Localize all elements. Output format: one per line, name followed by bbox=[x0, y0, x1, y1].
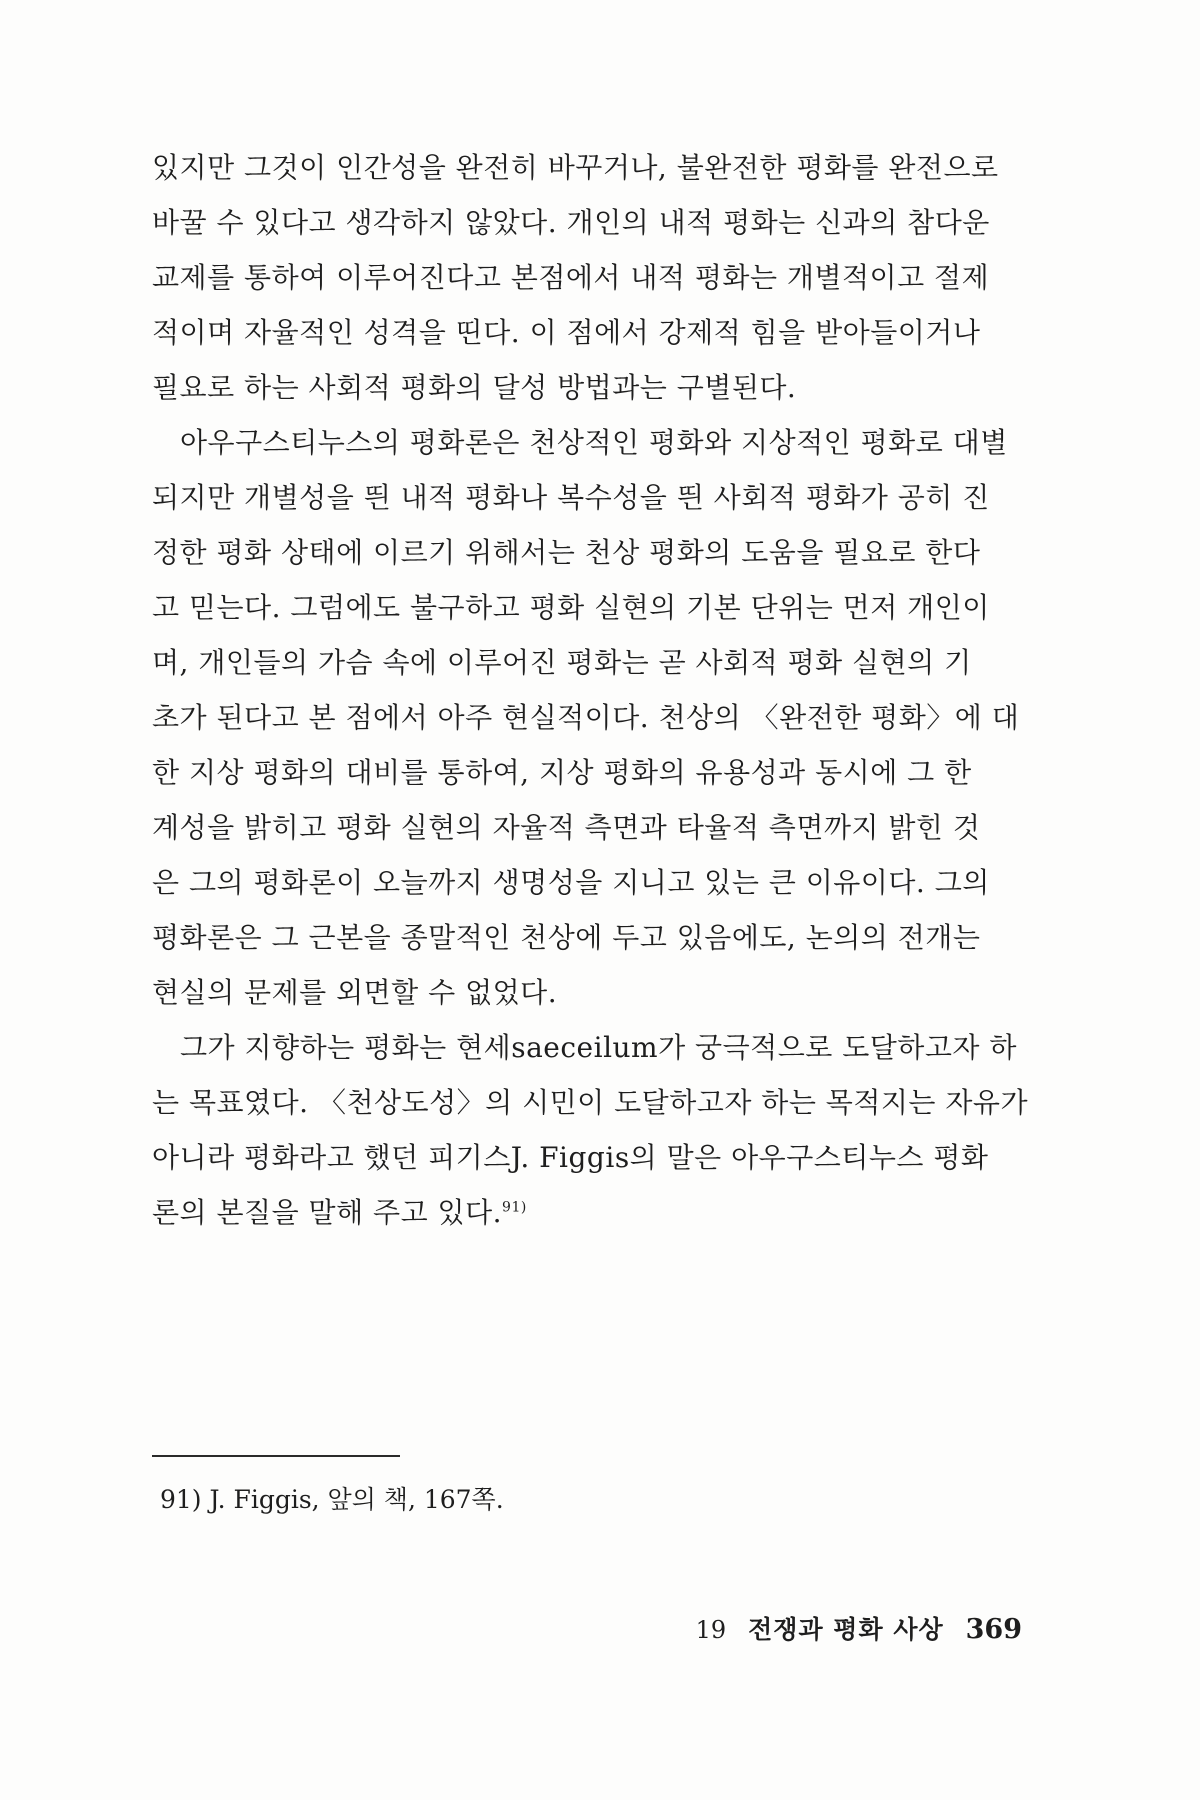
chapter-number: 19 bbox=[695, 1616, 727, 1644]
body-text bbox=[152, 140, 1040, 1240]
text-line: 바꿀 수 있다고 생각하지 않았다. 개인의 내적 평화는 신과의 참다운 bbox=[152, 206, 990, 239]
text-line: 고 믿는다. 그럼에도 불구하고 평화 실현의 기본 단위는 먼저 개인이 bbox=[152, 591, 990, 624]
text-line: 평화론은 그 근본을 종말적인 천상에 두고 있음에도, 논의의 전개는 bbox=[152, 921, 981, 954]
text-line: 되지만 개별성을 띈 내적 평화나 복수성을 띈 사회적 평화가 공히 진 bbox=[152, 481, 990, 514]
chapter-title: 전쟁과 평화 사상 bbox=[748, 1615, 944, 1644]
text-line: 현실의 문제를 외면할 수 없었다. bbox=[152, 976, 558, 1009]
text-line: 한 지상 평화의 대비를 통하여, 지상 평화의 유용성과 동시에 그 한 bbox=[152, 756, 972, 789]
text-line: 교제를 통하여 이루어진다고 본점에서 내적 평화는 개별적이고 절제 bbox=[152, 261, 990, 294]
text-line bbox=[152, 1185, 1040, 1240]
text-line: 는 목표였다. 〈천상도성〉의 시민이 도달하고자 하는 목적지는 자유가 bbox=[152, 1086, 1029, 1119]
text-line: 정한 평화 상태에 이르기 위해서는 천상 평화의 도움을 필요로 한다 bbox=[152, 536, 981, 569]
text-line: 필요로 하는 사회적 평화의 달성 방법과는 구별된다. bbox=[152, 371, 797, 404]
text-line: 적이며 자율적인 성격을 띤다. 이 점에서 강제적 힘을 받아들이거나 bbox=[152, 316, 981, 349]
text-line-content: 론의 본질을 말해 주고 있다. bbox=[152, 1196, 503, 1229]
text-line: 있지만 그것이 인간성을 완전히 바꾸거나, 불완전한 평화를 완전으로 bbox=[152, 151, 999, 184]
text-line: 며, 개인들의 가슴 속에 이루어진 평화는 곧 사회적 평화 실현의 기 bbox=[152, 646, 972, 679]
footnote: 91) J. Figgis, 앞의 책, 167쪽. bbox=[160, 1485, 504, 1514]
text-line: 아니라 평화라고 했던 피기스J. Figgis의 말은 아우구스티누스 평화 bbox=[152, 1141, 989, 1174]
text-line: 그가 지향하는 평화는 현세saeceilum가 궁극적으로 도달하고자 하 bbox=[180, 1031, 1017, 1064]
footnote-reference[interactable]: 91) bbox=[502, 1199, 527, 1216]
running-footer bbox=[696, 1610, 1022, 1650]
footnote-divider bbox=[152, 1455, 400, 1457]
text-line: 초가 된다고 본 점에서 아주 현실적이다. 천상의 〈완전한 평화〉에 대 bbox=[152, 701, 1020, 734]
text-line: 계성을 밝히고 평화 실현의 자율적 측면과 타율적 측면까지 밝힌 것 bbox=[152, 811, 981, 844]
page-number: 369 bbox=[965, 1614, 1022, 1645]
text-line: 은 그의 평화론이 오늘까지 생명성을 지니고 있는 큰 이유이다. 그의 bbox=[152, 866, 990, 899]
text-line: 아우구스티누스의 평화론은 천상적인 평화와 지상적인 평화로 대별 bbox=[180, 426, 1008, 459]
